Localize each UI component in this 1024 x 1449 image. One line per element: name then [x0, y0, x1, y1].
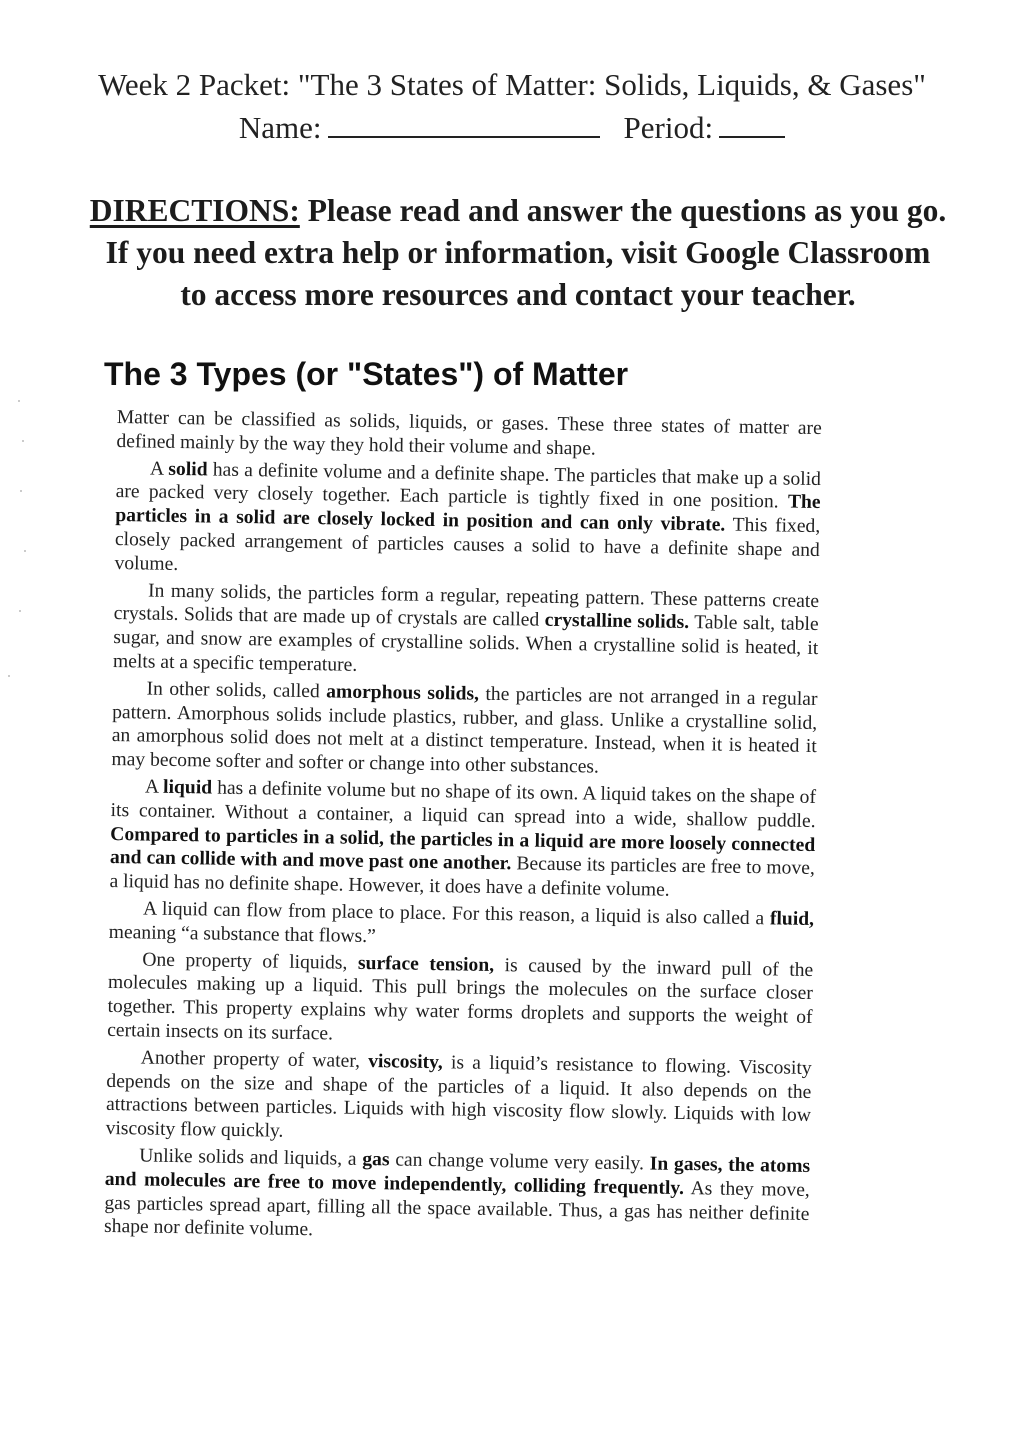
period-label: Period:	[623, 110, 714, 145]
paragraph-solid	[114, 457, 821, 587]
packet-title: Week 2 Packet: "The 3 States of Matter: Solids, Liquids, & Gases"	[98, 67, 926, 102]
directions-line-3: to access more resources and contact your teacher.	[180, 277, 856, 312]
directions-label: DIRECTIONS:	[89, 193, 300, 228]
text-run: One property of liquids,	[142, 948, 359, 974]
speck	[20, 490, 22, 492]
period-blank[interactable]	[719, 108, 785, 138]
term-fluid: fluid,	[769, 908, 815, 930]
text-run: has a definite volume but no shape of its own. A liquid takes on the shape of its container. Without a container, a liquid can spread into a wide, shallow puddle.	[110, 777, 817, 832]
text-run: A liquid can flow from place to place. For this reason, a liquid is also called a	[142, 898, 771, 930]
paragraph-intro: Matter can be classified as solids, liquids, or gases. These three states of matter are defined mainly by the way they hold their volume and shape.	[116, 406, 822, 460]
paragraph-viscosity	[105, 1046, 811, 1152]
text-run: This fixed, closely packed arrangement of particles causes a solid to have a definite shape and volume.	[114, 514, 821, 575]
speck	[18, 400, 20, 402]
term-surface-tension: surface tension,	[357, 952, 495, 976]
reading-passage	[104, 406, 822, 1253]
text-run: Because its particles are free to move, a liquid has no definite shape. However, it does have a definite volume.	[109, 853, 815, 901]
directions-line-2: If you need extra help or information, visit Google Classroom	[105, 235, 931, 270]
text-run: As they move, gas particles spread apart, filling all the space available. Thus, a gas has neither definite shape nor definite volume.	[103, 1177, 810, 1241]
paragraph-surface-tension	[107, 947, 813, 1053]
paragraph-liquid	[109, 775, 816, 905]
speck	[24, 550, 26, 552]
text-run: A	[149, 458, 169, 480]
term-gas: gas	[362, 1148, 390, 1171]
paragraph-gas	[104, 1144, 810, 1250]
text-run: is a liquid’s resistance to flowing. Viscosity depends on the size and shape of the particles of a liquid. It also depends on the attractions between particles. Liquids with high viscosity flow slowly. Liquids with low viscosity flow quickly.	[105, 1051, 812, 1142]
term-amorphous-solids: amorphous solids,	[326, 681, 480, 705]
term-solid: solid	[168, 458, 208, 481]
paragraph-amorphous	[111, 677, 817, 783]
text-run: meaning “a substance that flows.”	[108, 921, 377, 947]
name-label: Name:	[238, 110, 322, 145]
scan-specks	[0, 380, 40, 700]
text-run: In many solids, the particles form a regular, repeating pattern. These patterns create crystals. Solids that are made up of crystals are called	[113, 580, 820, 632]
key-statement-solid: The particles in a solid are closely locked in position and can only vibrate.	[115, 491, 821, 536]
term-crystalline-solids: crystalline solids.	[544, 610, 690, 634]
key-statement-gas: In gases, the atoms and molecules are free to move independently, colliding frequently.	[104, 1153, 811, 1199]
text-run: has a definite volume and a definite shape. The particles that make up a solid are packed very closely together. Each particle is tightly fixed in one position.	[115, 459, 822, 513]
text-run: can change volume very easily.	[389, 1149, 650, 1175]
directions-block	[58, 190, 978, 316]
speck	[8, 675, 10, 677]
speck	[22, 440, 24, 442]
paragraph-crystalline	[113, 579, 819, 685]
directions-line-1	[58, 190, 978, 232]
term-viscosity: viscosity,	[368, 1050, 443, 1073]
term-liquid: liquid	[162, 776, 213, 799]
name-blank[interactable]	[328, 108, 600, 138]
directions-text-1: Please read and answer the questions as you go.	[299, 193, 947, 228]
speck	[19, 610, 21, 612]
text-run: In other solids, called	[146, 678, 327, 703]
paragraph-fluid	[109, 897, 815, 956]
text-run: A	[144, 776, 164, 798]
section-heading: The 3 Types (or "States") of Matter	[104, 356, 629, 392]
text-run: is caused by the inward pull of the molecules making up a liquid. This pull brings the molecules on the surface closer together. This property explains why water forms droplets and supports the weight of certain insects on its surface.	[107, 954, 814, 1045]
name-period-line	[0, 108, 1024, 147]
text-run: the particles are not arranged in a regular pattern. Amorphous solids include plastics, rubber, and glass. Unlike a crystalline solid, an amorphous solid does not melt at a distinct temperature. Instead, when it is heated it may become softer and softer or change into other substances.	[111, 683, 818, 778]
text-run: Table salt, table sugar, and snow are examples of crystalline solids. When a crystalline solid is heated, it melts at a specific temperature.	[112, 612, 819, 676]
text-run: Another property of water,	[140, 1047, 369, 1072]
key-statement-liquid: Compared to particles in a solid, the particles in a liquid are more loosely connected and can collide with and move past one another.	[109, 823, 816, 875]
text-run: Unlike solids and liquids, a	[139, 1145, 363, 1170]
